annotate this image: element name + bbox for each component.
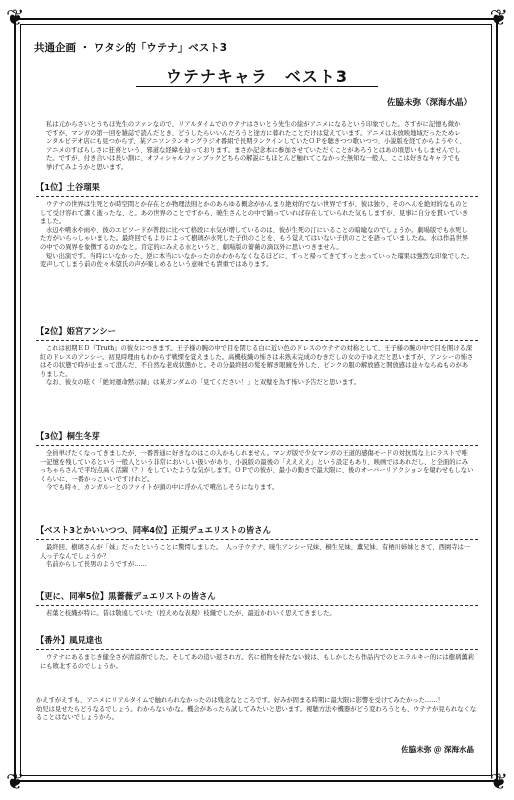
page-title: ウテナキャラ ベスト3 [165, 67, 349, 86]
rank-body [36, 450, 478, 493]
closing-remarks [36, 697, 478, 723]
rank-paragraph: 水辺や噴水や雨や、彼のエピソードが普段に比べて格段に水気が増しているのは、彼が生死の汀にいることの暗喩なのでしょうか。劇場版でも水死した方がいらっしゃいました。最終回でもよりによって樹璃が水死した子供のことを、もう覚えてはいない子供のことを語っていましたね。水は作品世界の中での異界を象徴するのかなと。肯定的にみえる水というと、劇場版の薔薇の滴以外に思いつきません。 [40, 226, 469, 251]
rank-heading: 【ベスト3とかいいつつ、同率4位】正規デュエリストの皆さん [36, 524, 478, 540]
rank-paragraph: ウテナの世界は生死とか時空間とか存在とか物理法則とかのあらゆる概念がかんまり絶対的でない世界ですが、彼は独り、そのへんを絶対的なものとして受け容れて潔く逝ったな、と。あの世界のことですから、暁生さんとの中で踊っていれば存在していられた気もしますが、見事に自分を貫いていきました。 [40, 201, 469, 226]
rank-section-1 [36, 181, 478, 270]
rank-paragraph: 最終回、樹璃さんが「妹」だったということに驚愕しました。 人っ子ウテナ、暁生アンシー兄妹、桐生兄妹、薫兄妹、有栖川姉妹ときて、西園寺は一人っ子なんでしょうか？ [40, 544, 471, 560]
rank-paragraph: 全員単げたくなってきましたが、一番普通に好きなのはこの人かもしれません。マンガ版で少女マンガの王道的感傷モードの対抗馬な上にラストで唯一記憶を残しているという一般人という非常においしい扱いがあり、小説版の最後の「ええええ」という設定もあり、映画ではあれだし、と全面的にみっちゃらさんで平均点高く活躍（？）をしていたような気がします。ＯＰでの彼が、最小の動きで最大限に、後のオーバーリアクションを窺わせもしないくらいに、一番かっこいいですけれど。 [40, 450, 474, 483]
rank-paragraph: 今でも時々、カンガルーとのファイトが頭の中に浮かんで噴出しそうになります。 [46, 484, 279, 492]
section-header: 共通企画 ・ ワタシ的「ウテナ」ベスト3 [34, 42, 228, 54]
rank-heading: 【番外】風見達也 [36, 634, 478, 650]
rank-paragraph: 短い出演です。当時にいなかった、逆に本当にいなかったのかわからなくなるほどに、すっと帰ってきてすっと去っていった瑠果は強烈な印象でした。変声してしまう前の佐々木望氏の声が楽しめるという意味でも貴重ではあります。 [40, 252, 473, 269]
rank-body [36, 610, 478, 619]
rank-heading: 【2位】姫宮アンシー [36, 325, 478, 341]
rank-heading: 【更に、同率5位】黒薔薇デュエリストの皆さん [36, 590, 478, 606]
rank-heading: 【1位】土谷瑠果 [36, 181, 478, 197]
signature: 佐脇未弥 ＠ 深海水晶 [401, 745, 474, 754]
rank-body [36, 345, 478, 388]
rank-section-extra [36, 634, 478, 671]
rank-paragraph: なお、彼女の呟く「絶対運命黙示録」は某ガンダムの「見てください！」と双璧を為す怖い予告だと思います。 [46, 379, 361, 387]
author-name: 佐脇未弥（深海水晶） [386, 98, 472, 108]
rank-paragraph: 若葉と枝織が特に。昔は敬遠していた（控えめな表現）枝織でしたが、最近かわいく思えてきました。 [46, 610, 336, 617]
intro-paragraph: 私は元からさいとうちほ先生のファンなので、リアルタイムでのウテナはさいとう先生の絵がアニメになるという印象でした。さすがに記憶も微かですが、マンガの第一回を雑誌で読んだとき、どうしたらいいんだろうと途方に暮れたことだけは覚えています。アニメは未放映地域だったためレンタルビデオ店にも見つからず、某アニソンランキングラジオ番組で長期ランクインしていたＯＰを聴きつつ歌いつつ、小説版を経てからようやく、アニメのすばらしさに狂喜という、邪道な経緯を辿っております。まさか記念本に参加させていただくことがあろうとはあの頃思いもしませんでした。ですが、付き合いは長い割に、オフィシャルファンブックどちらの解説にもほとんど触れてこなかった無知な一般人、ここは好きなキャラでも挙げてみようかと思います。 [46, 121, 466, 171]
rank-paragraph: 名前からして長男のようですが…… [46, 561, 147, 569]
rank-section-2 [36, 325, 478, 388]
corner-ornament-icon: ❦ [6, 6, 25, 31]
rank-section-3 [36, 430, 478, 493]
rank-paragraph: ウテナにあるまじき健全さが清涼剤でした。そしてあの追い返され方。名に植物を持たない彼は、もしかしたら作品内でのヒエラルキー的には樹璃薫莉にも敗北するのでしょうか。 [40, 654, 474, 670]
rank-body [36, 654, 478, 671]
rank-paragraph: これは初期ＥＤ『Truth』の彼女につきます。王子様の腕の中で目を閉じる白に近い色のドレスのウテナの対称として、王子様の腕の中で目を開ける深紅のドレスのアンシー。初見時理由もわからず戦慄を覚えました。高機枝織の怖さは未熟未完成のむきだしの女の子ゆえだと思いますが、アンシーの怖さはその状態で時が止まって澄んだ、不自然な老成状態かと。その分最終回の髪を解き眼鏡を外した、ピンクの服の解放感と開放感は並々ならぬものがありました。 [40, 345, 474, 378]
rank-heading: 【3位】桐生冬芽 [36, 430, 478, 446]
rank-body [36, 544, 478, 570]
closing-paragraph: かえすがえすも、アニメにリアルタイムで触れられなかったのは残念なところです。好みが固まる時期に最大限に影響を受けてみたかった……！ [36, 697, 444, 704]
corner-ornament-icon: ❦ [6, 770, 25, 795]
rank-section-5 [36, 590, 478, 619]
rank-body [36, 201, 478, 270]
corner-ornament-icon: ❦ [489, 770, 508, 795]
corner-ornament-icon: ❦ [489, 6, 508, 31]
rank-section-4 [36, 524, 478, 570]
title-underline [136, 86, 378, 87]
closing-paragraph: 幼児は見せたらどうなるでしょう。わからないかな。機会があったら試してみたいと思います。視聴方法や機器がどう変わろうとも、ウテナが見られなくなることはないでしょうから。 [36, 705, 477, 722]
